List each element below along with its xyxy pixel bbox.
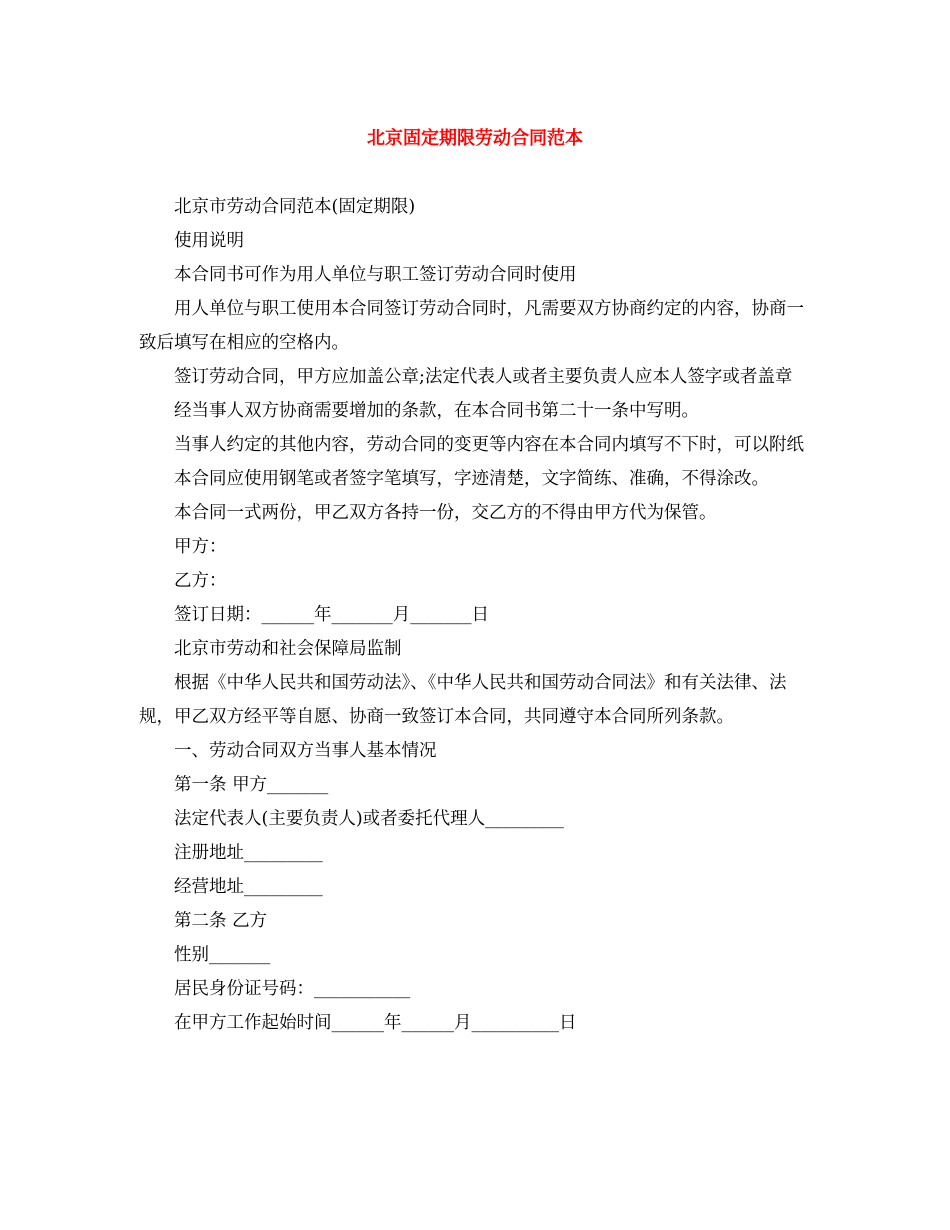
paragraph-attachments: 当事人约定的其他内容，劳动合同的变更等内容在本合同内填写不下时，可以附纸 [174,435,804,455]
paragraph-contract-name: 北京市劳动合同范本(固定期限) [174,197,416,217]
party-a-line: 甲方： [174,537,227,557]
legal-representative-line: 法定代表人(主要负责人)或者委托代理人_________ [174,809,564,829]
party-b-line: 乙方： [174,571,227,591]
paragraph-writing-rules: 本合同应使用钢笔或者签字笔填写，字迹清楚，文字简练、准确，不得涂改。 [174,469,769,489]
document-body [139,190,819,1040]
supervisor-line: 北京市劳动和社会保障局监制 [174,639,402,659]
id-number-line: 居民身份证号码：___________ [174,979,411,999]
paragraph-additional-terms: 经当事人双方协商需要增加的条款，在本合同书第二十一条中写明。 [174,401,699,421]
article-1-party-a: 第一条 甲方_______ [174,775,329,795]
business-address-line: 经营地址_________ [174,877,323,897]
paragraph-usage-purpose: 本合同书可作为用人单位与职工签订劳动合同时使用 [174,265,577,285]
document-title: 北京固定期限劳动合同范本 [367,128,583,149]
section-heading-parties: 一、劳动合同双方当事人基本情况 [174,741,437,761]
paragraph-usage-heading: 使用说明 [174,231,244,251]
paragraph-copies: 本合同一式两份，甲乙双方各持一份，交乙方的不得由甲方代为保管。 [174,503,717,523]
work-start-date-line: 在甲方工作起始时间______年______月__________日 [174,1013,577,1033]
signing-date-line: 签订日期：______年_______月_______日 [174,605,489,625]
paragraph-seal: 签订劳动合同，甲方应加盖公章;法定代表人或者主要负责人应本人签字或者盖章 [174,367,793,387]
paragraph-negotiation: 用人单位与职工使用本合同签订劳动合同时，凡需要双方协商约定的内容，协商一致后填写在相应的空格内。 [139,299,804,353]
article-2-party-b: 第二条 乙方 [174,911,268,931]
registered-address-line: 注册地址_________ [174,843,323,863]
paragraph-legal-basis: 根据《中华人民共和国劳动法》、《中华人民共和国劳动合同法》和有关法律、法规，甲乙双方经平等自愿、协商一致签订本合同，共同遵守本合同所列条款。 [139,673,787,727]
gender-line: 性别_______ [174,945,271,965]
